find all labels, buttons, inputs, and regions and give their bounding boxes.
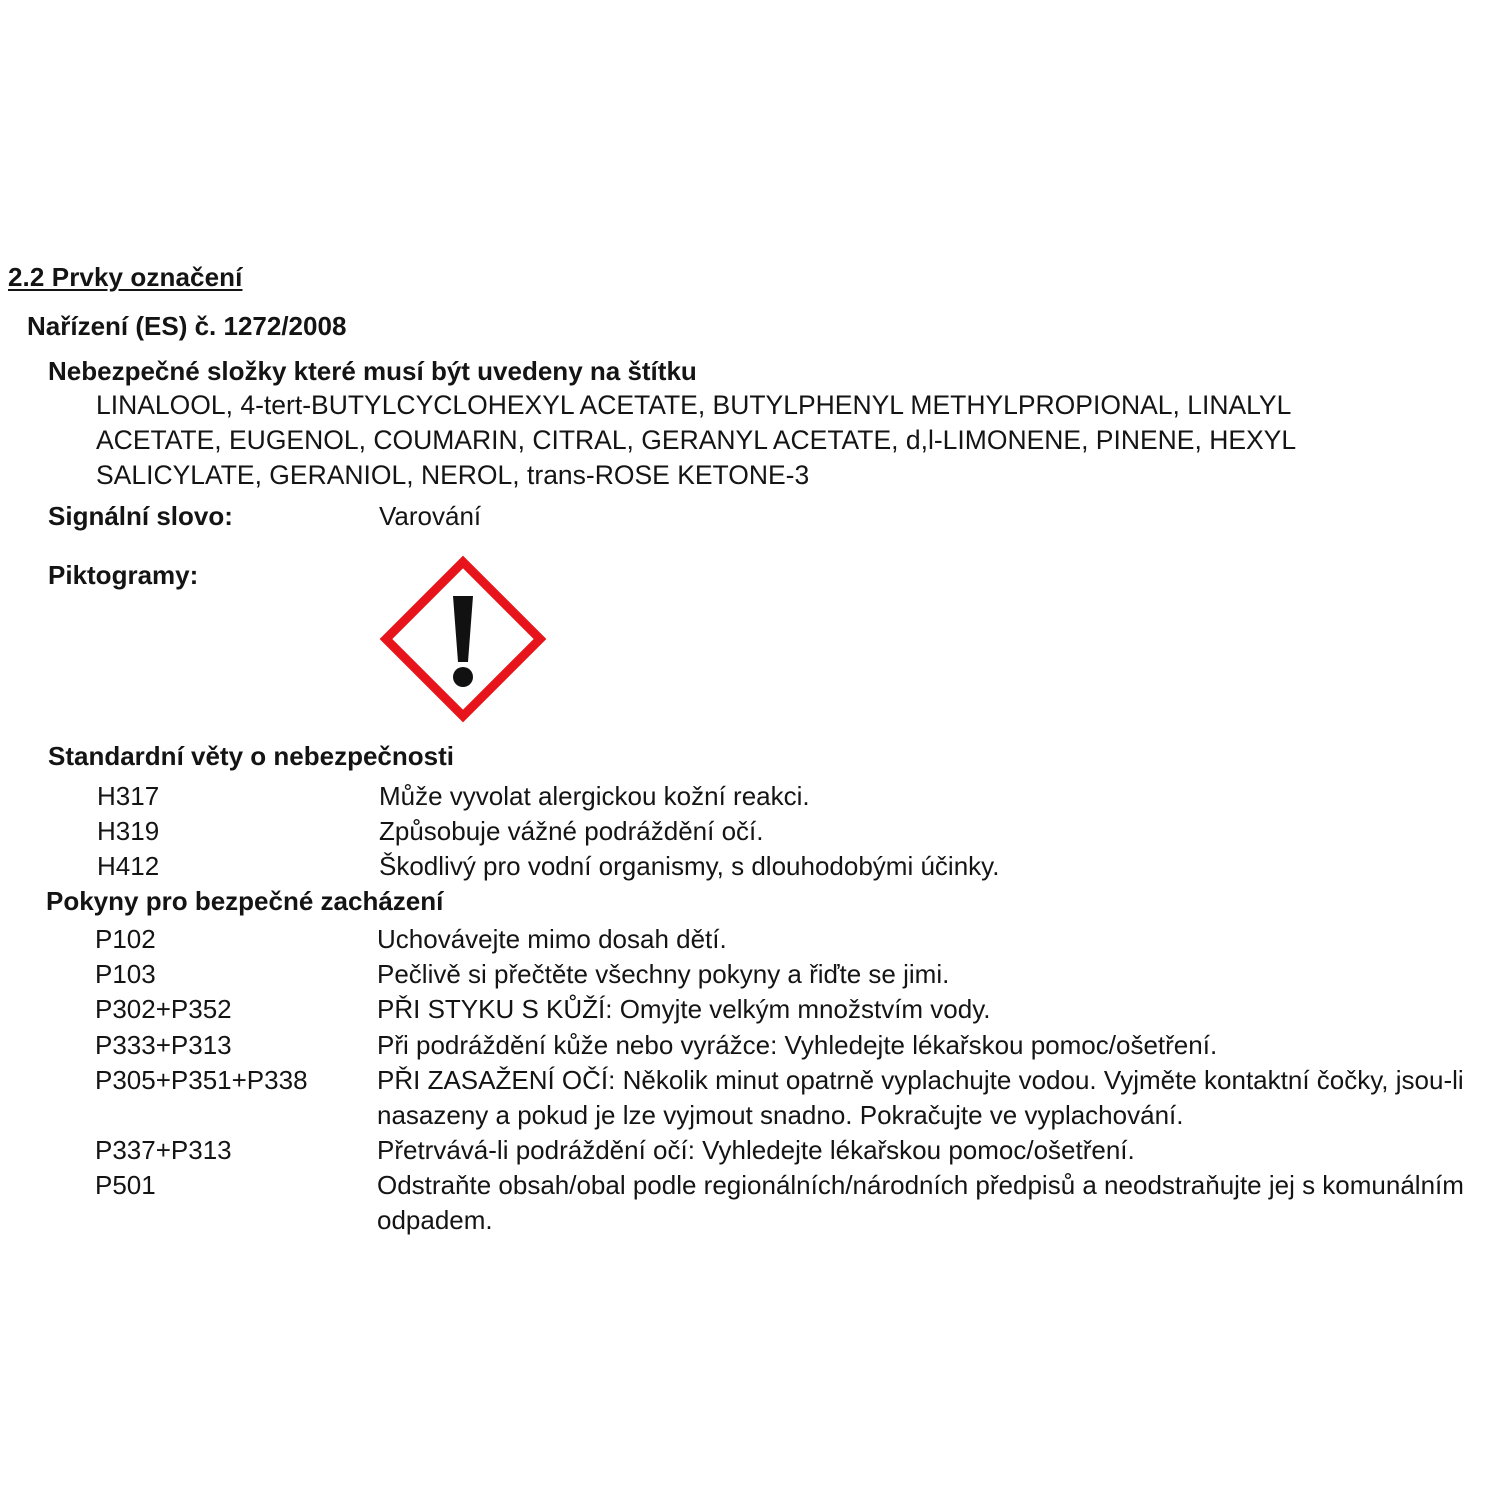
statement-code: P103 [95,959,156,989]
list-item [97,849,1479,884]
components-line: LINALOOL, 4-tert-BUTYLCYCLOHEXYL ACETATE, BUTYLPHENYL METHYLPROPIONAL, LINALYL [96,390,1292,420]
pictograms-label: Piktogramy: [48,560,199,590]
signal-word-label: Signální slovo: [48,501,233,531]
hazardous-components-list [96,388,1426,493]
statement-code: H412 [97,851,160,881]
hazardous-components-heading: Nebezpečné složky které musí být uvedeny na štítku [48,356,697,386]
components-line: ACETATE, EUGENOL, COUMARIN, CITRAL, GERANYL ACETATE, d,l-LIMONENE, PINENE, HEXYL [96,425,1297,455]
statement-code: P102 [95,924,156,954]
hazard-statements-list [97,779,1479,884]
exclamation-mark-diamond-icon [378,554,548,724]
list-item [95,1168,1477,1238]
list-item [95,957,1477,992]
statement-code: P333+P313 [95,1030,232,1060]
list-item [95,992,1477,1027]
statement-text: PŘI STYKU S KŮŽÍ: Omyjte velkým množstvím vody. [377,994,991,1024]
statement-code: H317 [97,781,160,811]
statement-text: Může vyvolat alergickou kožní reakci. [379,781,810,811]
statement-code: P337+P313 [95,1135,232,1165]
hazard-statements-heading: Standardní věty o nebezpečnosti [48,741,454,771]
list-item [95,1028,1477,1063]
statement-text: Při podráždění kůže nebo vyrážce: Vyhledejte lékařskou pomoc/ošetření. [377,1030,1218,1060]
list-item [97,779,1479,814]
list-item [95,922,1477,957]
statement-text: Škodlivý pro vodní organismy, s dlouhodobými účinky. [379,851,1000,881]
statement-text: Pečlivě si přečtěte všechny pokyny a řiďte se jimi. [377,959,950,989]
list-item [97,814,1479,849]
precautionary-statements-heading: Pokyny pro bezpečné zacházení [46,886,444,916]
regulation-heading: Nařízení (ES) č. 1272/2008 [27,311,347,341]
statement-code: H319 [97,816,160,846]
precautionary-statements-list [95,922,1477,1238]
list-item [95,1133,1477,1168]
signal-word-value: Varování [379,501,482,531]
section-title: 2.2 Prvky označení [8,262,243,292]
statement-text: Uchovávejte mimo dosah dětí. [377,924,727,954]
statement-text: Přetrvává-li podráždění očí: Vyhledejte lékařskou pomoc/ošetření. [377,1135,1135,1165]
components-line: SALICYLATE, GERANIOL, NEROL, trans-ROSE KETONE-3 [96,460,810,490]
list-item [95,1063,1477,1133]
statement-text: Odstraňte obsah/obal podle regionálních/národních předpisů a neodstraňujte jej s komunálním odpadem. [377,1170,1464,1235]
statement-code: P302+P352 [95,994,232,1024]
statement-code: P305+P351+P338 [95,1065,308,1095]
statement-text: Způsobuje vážné podráždění očí. [379,816,764,846]
statement-code: P501 [95,1170,156,1200]
statement-text: PŘI ZASAŽENÍ OČÍ: Několik minut opatrně vyplachujte vodou. Vyjměte kontaktní čočky, jsou-li nasazeny a pokud je lze vyjmout snadno. Pokračujte ve vyplachování. [377,1065,1464,1130]
